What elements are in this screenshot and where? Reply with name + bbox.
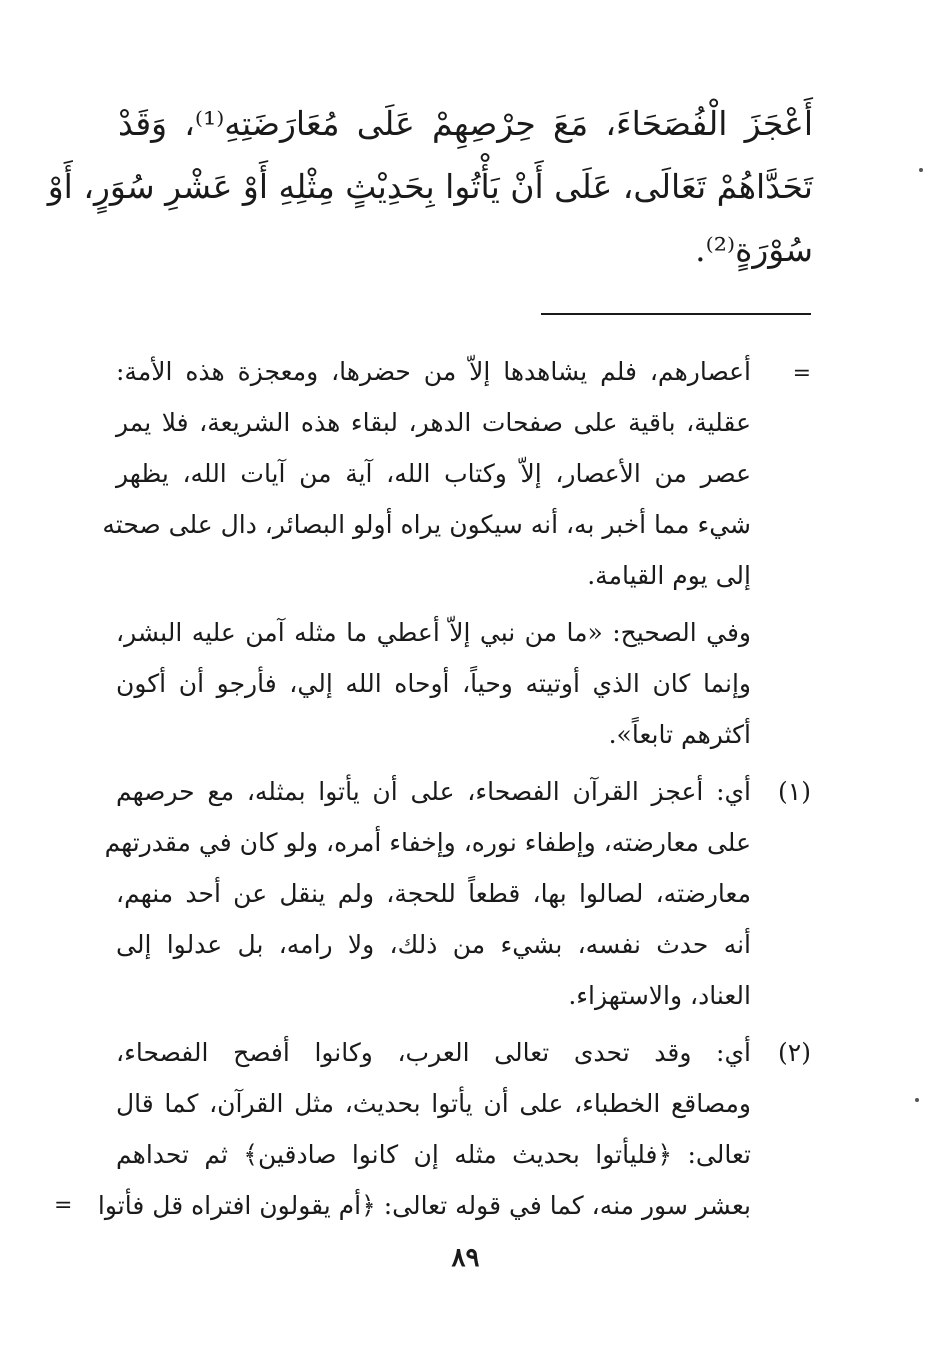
main-text-line: تَحَدَّاهُمْ تَعَالَى، عَلَى أَنْ يَأْتُوا بِحَدِيْثٍ مِثْلِهِ أَوْ عَشْرِ سُوَرٍ، أَوْ: [47, 167, 813, 206]
footnote-continuation: [102, 346, 811, 601]
footnote-line: معارضته، لصالوا بها، قطعاً للحجة، ولم ينقل عن أحد منهم،: [116, 879, 751, 908]
footnote-line: بعشر سور منه، كما في قوله تعالى: ﴿أم يقولون افتراه قل فأتوا: [97, 1191, 751, 1220]
footnote-line: أي: أعجز القرآن الفصحاء، على أن يأتوا بمثله، مع حرصهم: [116, 777, 752, 806]
footnote-2: [54, 1027, 811, 1231]
footnote-line: العناد، والاستهزاء.: [568, 981, 751, 1010]
footnote-1: [104, 766, 811, 1021]
footnote-line: أنه حدث نفسه، بشيء من ذلك، ولا رامه، بل عدلوا إلى: [116, 930, 751, 959]
footnote-line: أكثرهم تابعاً».: [608, 720, 751, 749]
footnote-line: وإنما كان الذي أوتيته وحياً، أوحاه الله إلي، فأرجو أن أكون: [116, 669, 751, 698]
footnote-sahih: [116, 607, 811, 760]
continuation-marker: =: [792, 361, 811, 386]
main-text-line: أَعْجَزَ الْفُصَحَاءَ، مَعَ حِرْصِهِمْ عَلَى مُعَارَضَتِهِ⁽¹⁾، وَقَدْ: [118, 104, 814, 143]
footnote-line: إلى يوم القيامة.: [587, 561, 751, 590]
footnote-line: شيء مما أخبر به، أنه سيكون يراه أولو البصائر، دال على صحته: [102, 510, 751, 539]
footnote-separator: [541, 313, 811, 315]
footnote-line: تعالى: ﴿فليأتوا بحديث مثله إن كانوا صادقين﴾ ثم تحداهم: [116, 1140, 751, 1169]
footnote-line: ومصاقع الخطباء، على أن يأتوا بحديث، مثل القرآن، كما قال: [116, 1089, 751, 1118]
page-number: ٨٩: [451, 1243, 480, 1273]
footnote-line: عصر من الأعصار، إلاّ وكتاب الله، آية من آيات الله، يظهر: [116, 459, 751, 488]
footnote-line: أي: وقد تحدى تعالى العرب، وكانوا أفصح الفصحاء،: [116, 1038, 751, 1067]
footnote-line: وفي الصحيح: «ما من نبي إلاّ أعطي ما مثله آمن عليه البشر،: [116, 618, 751, 647]
footnote-number: (٢): [778, 1038, 811, 1067]
footnotes: [54, 346, 811, 1237]
main-text-line: سُوْرَةٍ⁽²⁾.: [695, 230, 813, 269]
continues-marker: =: [54, 1193, 73, 1218]
scan-speck: [919, 168, 923, 172]
scan-speck: [915, 1098, 919, 1102]
footnote-line: على معارضته، وإطفاء نوره، وإخفاء أمره، ولو كان في مقدرتهم: [104, 828, 751, 857]
footnote-number: (١): [778, 777, 811, 806]
footnote-line: أعصارهم، فلم يشاهدها إلاّ من حضرها، ومعجزة هذه الأمة:: [116, 357, 751, 386]
main-text: [47, 92, 814, 281]
footnote-line: عقلية، باقية على صفحات الدهر، لبقاء هذه الشريعة، فلا يمر: [116, 408, 751, 437]
